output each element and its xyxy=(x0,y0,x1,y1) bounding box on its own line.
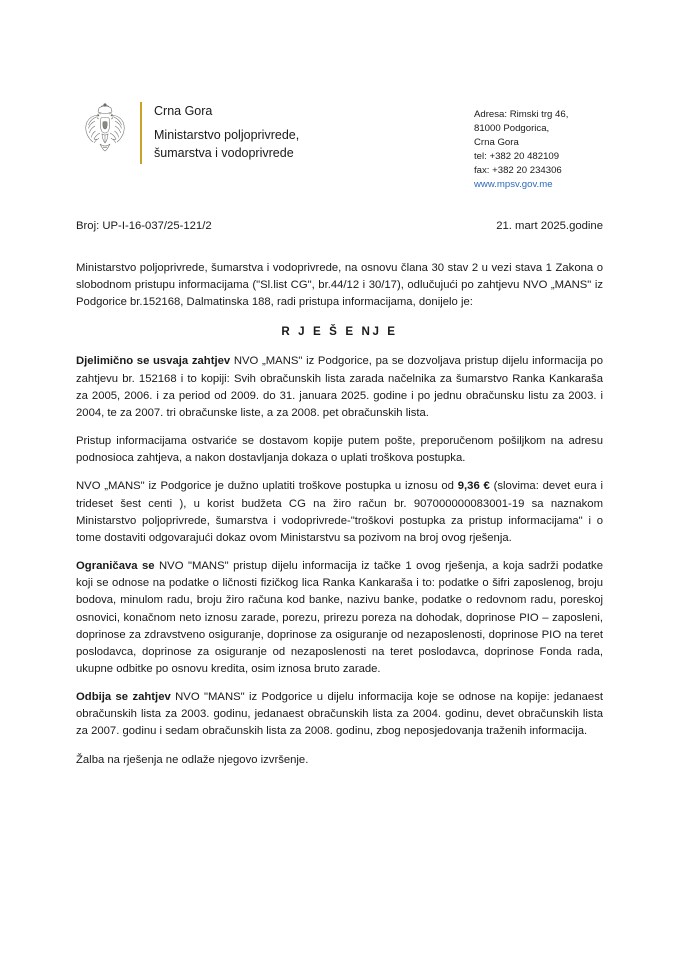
cost-amount: 9,36 € xyxy=(457,480,490,493)
ministry-name-line-1: Ministarstvo poljoprivrede, xyxy=(154,128,300,143)
document-body xyxy=(76,260,603,769)
clause-cost-prefix: NVO „MANS" iz Podgorice je dužno uplatiti troškove postupka u iznosu od xyxy=(76,480,458,493)
clause-appeal-note: Žalba na rješenja ne odlaže njegovo izvršenje. xyxy=(76,753,309,766)
country-name: Crna Gora xyxy=(154,104,213,118)
clause-restriction-text: NVO "MANS" pristup dijelu informacija iz tačke 1 ovog rješenja, a koja sadrži podatke koji se odnose na podatke o ličnosti fizičkog lica Ranka Kankaraša i to: podatke o šifri zaposlenog, broju bodova, minulom radu, broju žiro računa kod banke, nazivu banke, podatke o redovnom radu, poreskoj osnovici, konačnom neto iznosu zarade, porezu, prirezu poreza na dohodak, doprinose PIO – zaposleni, doprinose za zdravstveno osiguranje, doprinose za osiguranje od nezaposlenosti, doprinose PIO na teret poslodavca, doprinose za osiguranje od nezaposlenosti na teret poslodavca, doprinose Fonda rada, ukupne odbitke po osnovu kredita, osim iznosa bruto zarade. xyxy=(76,560,603,675)
clause-restriction xyxy=(76,558,603,678)
reference-row xyxy=(76,220,603,232)
emblem-container xyxy=(76,98,134,162)
clause-rejection-lead: Odbija se zahtjev xyxy=(76,691,171,704)
address-fax: fax: +382 20 234306 xyxy=(474,165,562,176)
address-block xyxy=(474,108,568,192)
clause-partial-approval-text: NVO „MANS" iz Podgorice, pa se dozvoljava pristup dijelu informacija po zahtjevu br. 152168 i to kopiji: Svih obračunskih lista zarada načelnika za šumarstvo Ranka Kankaraša za 2005, 2006. i za period od 2009. do 31. januara 2025. godine i po jednu obračunsku listu za 2003. i 2004, te za 2007. tri obračunske liste, a za 2008. pet obračunskih lista. xyxy=(76,355,603,419)
document-date: 21. mart 2025.godine xyxy=(496,220,603,232)
clause-cost-suffix: (slovima: devet eura i trideset šest centi ), u korist budžeta CG na žiro račun br. 907000000083001-19 sa naznakom Ministarstvo poljoprivrede, šumarstva i vodoprivrede-"troškovi postupka za pristup informacijama" i o tome dostaviti odgovarajući dokaz ovom Ministarstvu sa pozivom na broj ovog rješenja. xyxy=(76,480,603,544)
address-country: Crna Gora xyxy=(474,137,519,148)
address-city: 81000 Podgorica, xyxy=(474,123,550,134)
montenegro-coat-of-arms-icon xyxy=(80,100,130,162)
header-divider xyxy=(140,102,142,164)
ministry-identity xyxy=(154,98,299,163)
clause-rejection-text: NVO "MANS" iz Podgorice u dijelu informacija koje se odnose na kopije: jedanaest obračunskih lista za 2003. godinu, jedanaest obračunskih lista za 2004. godinu, devet obračunskih lista za 2007. godinu i sedam obračunskih lista za 2008. godinu, zbog neposjedovanja traženih informacija. xyxy=(76,691,603,738)
ministry-name-line-2: šumarstva i vodoprivrede xyxy=(154,145,294,160)
intro-paragraph: Ministarstvo poljoprivrede, šumarstva i vodoprivrede, na osnovu člana 30 stav 2 u vezi stava 1 Zakona o slobodnom pristupu informacijama ("Sl.list CG", br.44/12 i 30/17), odlučujući po zahtjevu NVO „MANS" iz Podgorice br.152168, Dalmatinska 188, radi pristupa informacijama, donijelo je: xyxy=(76,262,603,309)
document-header xyxy=(0,98,679,190)
page-title: R J E Š E NJ E xyxy=(281,325,398,339)
reference-number: Broj: UP-I-16-037/25-121/2 xyxy=(76,220,212,232)
clause-partial-approval xyxy=(76,353,603,422)
clause-partial-approval-lead: Djelimično se usvaja zahtjev xyxy=(76,355,231,368)
clause-rejection xyxy=(76,689,603,740)
clause-delivery-method: Pristup informacijama ostvariće se dostavom kopije putem pošte, preporučenom pošiljkom na adresu podnosioca zahtjeva, a nakon dostavljanja dokaza o uplati troškova postupka. xyxy=(76,435,603,465)
website-link[interactable]: www.mpsv.gov.me xyxy=(474,179,553,190)
clause-cost-payment xyxy=(76,478,603,547)
clause-restriction-lead: Ograničava se xyxy=(76,560,155,573)
address-street: Adresa: Rimski trg 46, xyxy=(474,109,569,120)
address-telephone: tel: +382 20 482109 xyxy=(474,151,560,162)
